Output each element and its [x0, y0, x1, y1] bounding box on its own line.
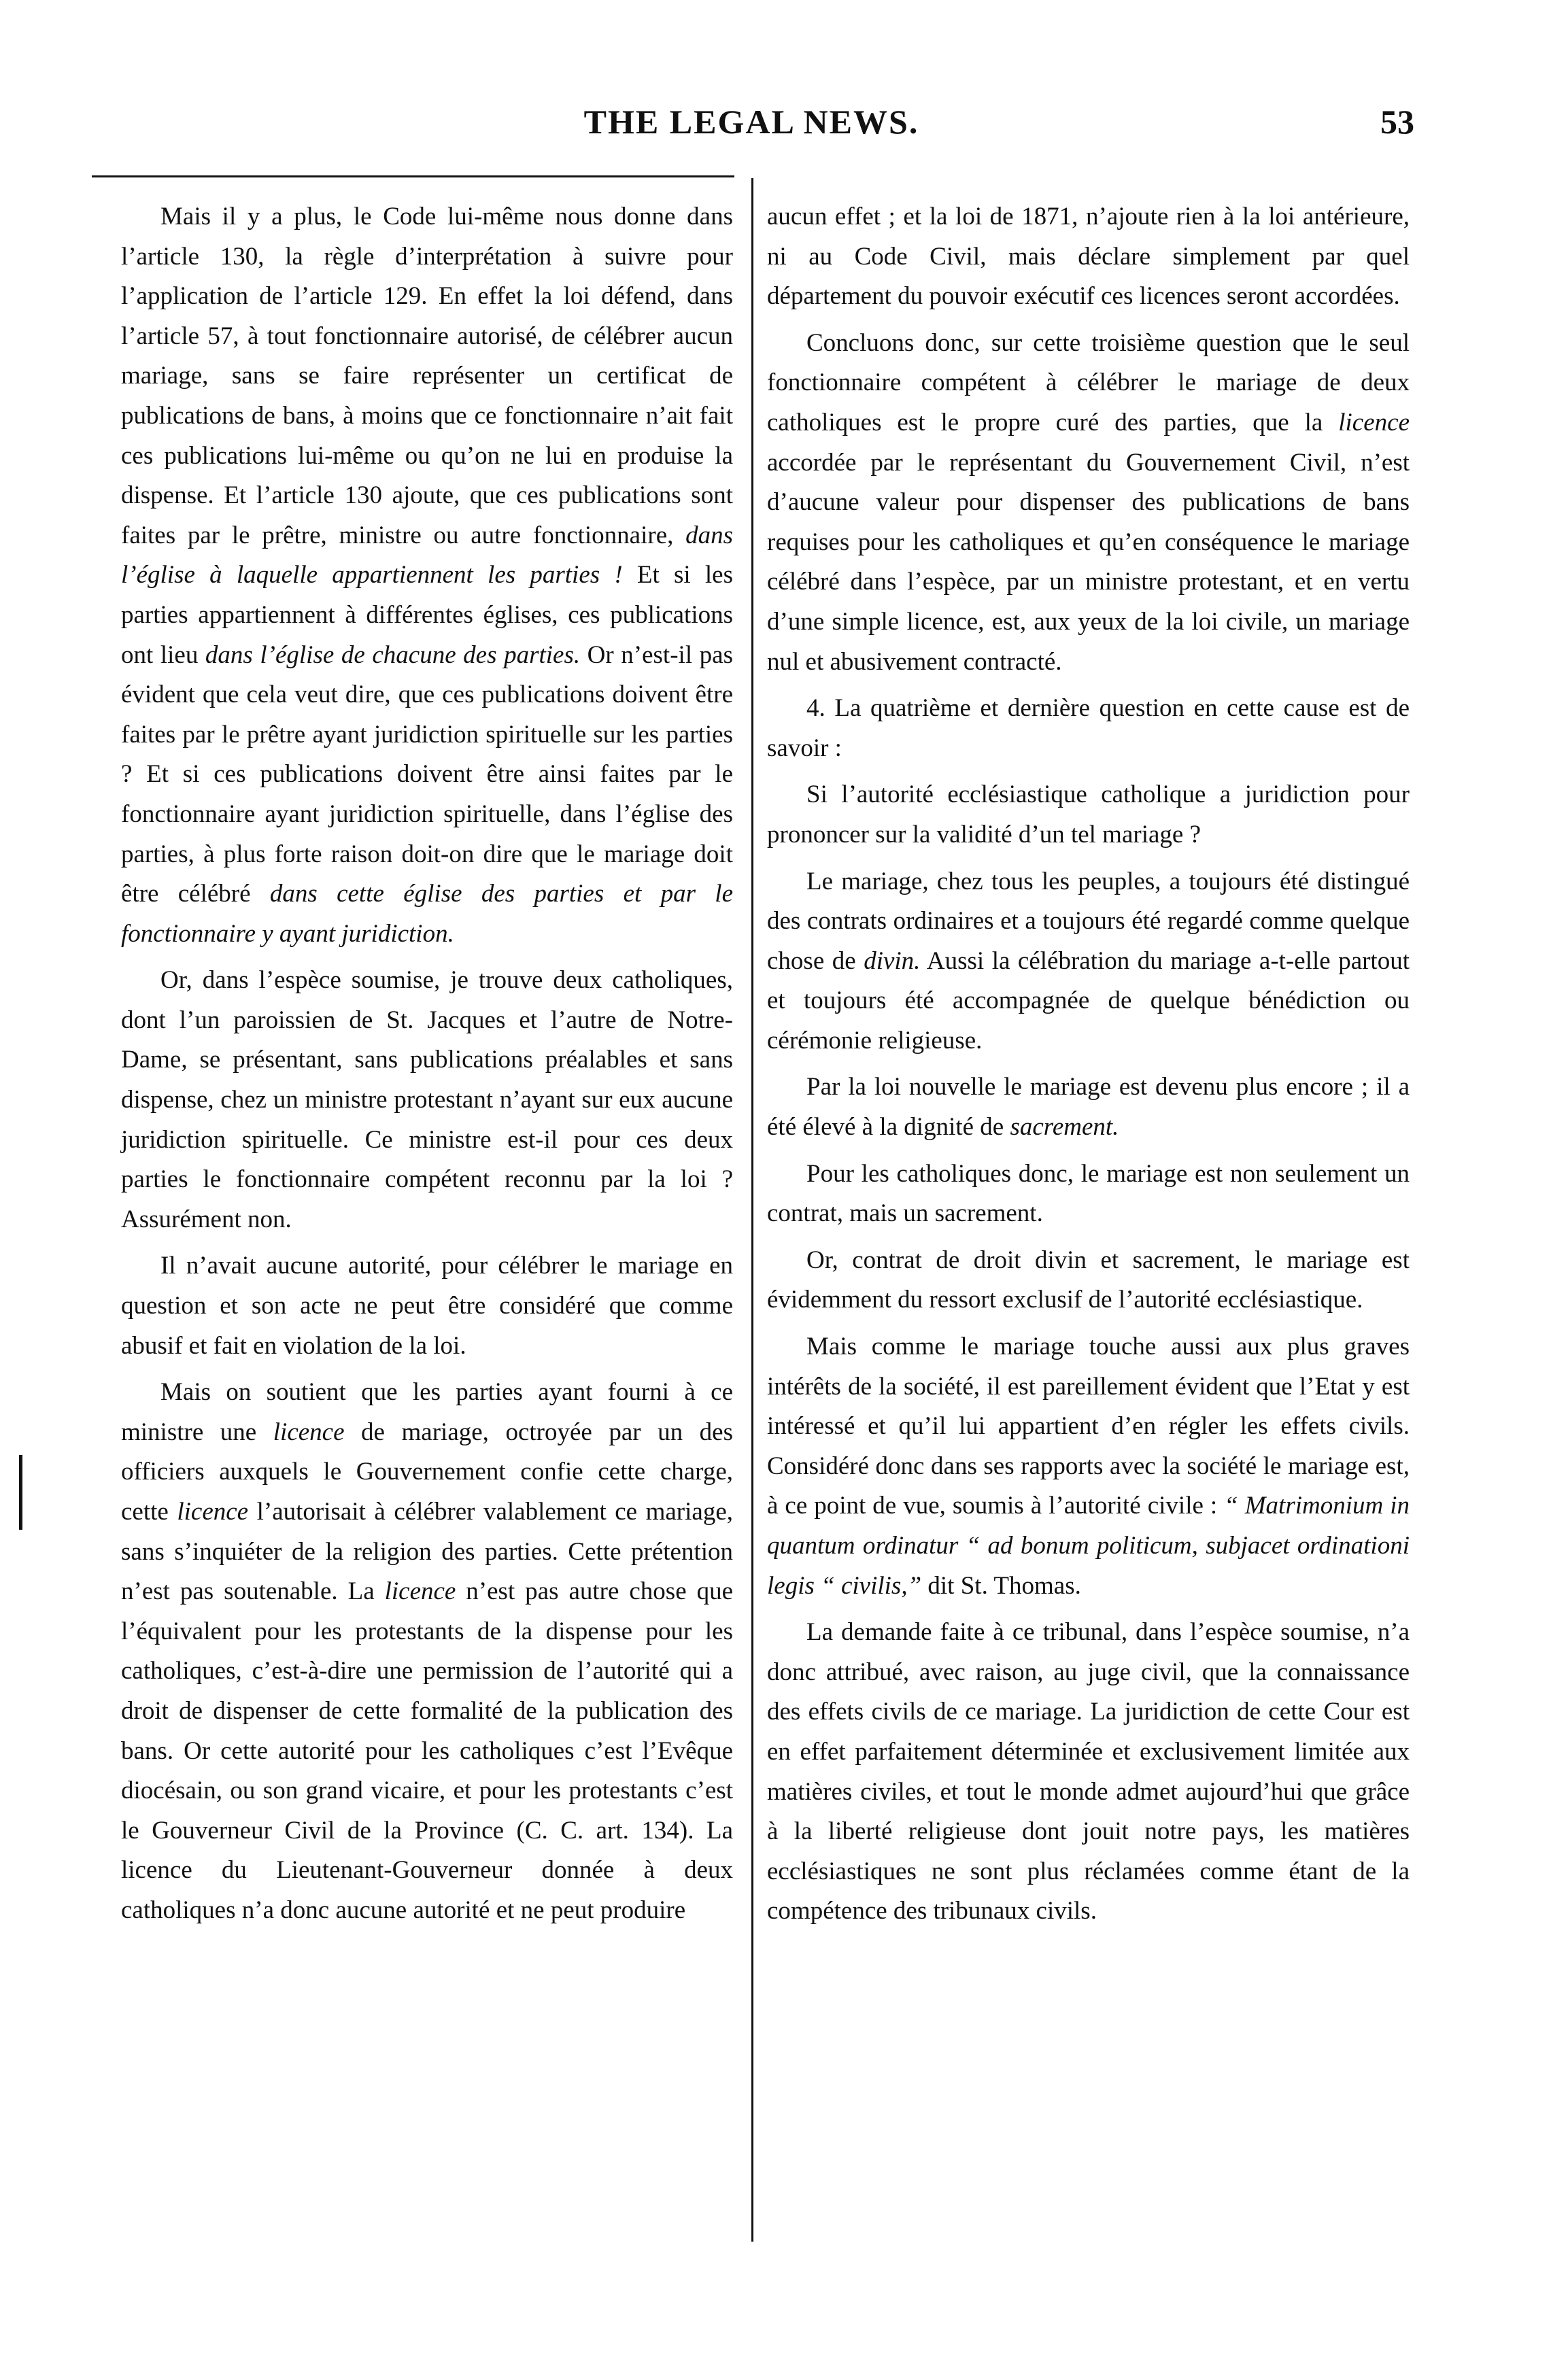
left-column-paragraph [121, 1373, 733, 1930]
right-column-paragraph [767, 1613, 1410, 1932]
text-run: de mariage, octroyée par un des officiers auxquels le Gouvernement confie cette charge, cette [121, 1418, 733, 1526]
text-run: Or n’est-il pas évident que cela veut dire, que ces publications doivent être faites par le prêtre ayant juridiction spirituelle sur les parties ? Et si ces publications doivent être ainsi faites par le fonctionnaire ayant juridiction spirituelle, dans l’église des parties, à plus forte raison doit-on dire que le mariage doit être célébré [121, 640, 733, 908]
text-run: Concluons donc, sur cette troisième question que le seul fonctionnaire compétent à célébrer le mariage de deux catholiques est le propre curé des parties, que la [767, 328, 1410, 436]
text-run: Si l’autorité ecclésiastique catholique a juridiction pour prononcer sur la validité d’un tel mariage ? [767, 781, 1410, 849]
running-title: THE LEGAL NEWS. [583, 103, 919, 141]
text-run: Aussi la célébration du mariage a-t-elle partout et toujours été accompagnée de quelque bénédiction ou cérémonie religieuse. [767, 946, 1410, 1055]
right-column-paragraph [767, 862, 1410, 1061]
italic-text: licence [384, 1577, 456, 1606]
italic-text: dans l’église de chacune des parties. [205, 640, 581, 669]
text-run: Il n’avait aucune autorité, pour célébrer le mariage en question et son acte ne peut être considéré que comme abusif et fait en violation de la loi. [121, 1252, 733, 1360]
text-run: Or, dans l’espèce soumise, je trouve deux catholiques, dont l’un paroissien de St. Jacques et l’autre de Notre-Dame, se présentant, sans publications préalables et sans dispense, chez un ministre protestant n’ayant sur eux aucune juridiction spirituelle. Ce ministre est-il pour ces deux parties le fonctionnaire compétent reconnu par la loi ? Assurément non. [121, 966, 733, 1233]
text-run: La demande faite à ce tribunal, dans l’espèce soumise, n’a donc attribué, avec raison, au juge civil, que la connaissance des effets civils de ce mariage. La juridiction de cette Cour est en effet parfaitement déterminée et exclusivement limitée aux matières civiles, et tout le monde admet aujourd’hui que grâce à la liberté religieuse dont jouit notre pays, les matières ecclésiastiques ne sont plus réclamées comme étant de la compétence des tribunaux civils. [767, 1618, 1410, 1925]
italic-text: divin. [864, 946, 921, 975]
text-run: Pour les catholiques donc, le mariage est non seulement un contrat, mais un sacrement. [767, 1159, 1410, 1228]
text-run: Mais il y a plus, le Code lui-même nous donne dans l’article 130, la règle d’interprétation à suivre pour l’application de l’article 129. En effet la loi défend, dans l’article 57, à tout fonctionnaire autorisé, de célébrer aucun mariage, sans se faire représenter un certificat de publications de bans, à moins que ce fonctionnaire n’ait fait ces publications lui-même ou qu’on ne lui en produise la dispense. Et l’article 130 ajoute, que ces publications sont faites par le prêtre, ministre ou autre fonctionnaire, [121, 203, 733, 549]
right-column [767, 197, 1410, 1938]
text-run: l’autorisait à célébrer valablement ce mariage, sans s’inquiéter de la religion des parties. Cette prétention n’est pas soutenable. La [121, 1498, 734, 1606]
right-column-paragraph [767, 689, 1410, 768]
right-column-paragraph [767, 775, 1410, 855]
text-run: accordée par le représentant du Gouvernement Civil, n’est d’aucune valeur pour dispenser des publications de bans requises pour les catholiques et qu’en conséquence le mariage célébré dans l’espèce, par un ministre protestant, et en vertu d’une simple licence, est, aux yeux de la loi civile, un mariage nul et abusivement contracté. [767, 448, 1410, 676]
right-column-paragraph [767, 1154, 1410, 1234]
text-run: Et si les parties appartiennent à différentes églises, ces publications ont lieu [121, 561, 733, 669]
text-run: Par la loi nouvelle le mariage est devenu plus encore ; il a été élevé à la dignité de [767, 1073, 1410, 1142]
left-column-paragraph [121, 197, 733, 954]
header-rule [92, 175, 734, 177]
italic-text: dans cette église des parties et par le fonctionnaire y ayant juridiction. [121, 880, 733, 948]
italic-text: “ Matrimonium in quantum ordinatur “ ad bonum politicum, subjacet ordinationi legis “ civilis,” [767, 1492, 1410, 1600]
text-run: Mais comme le mariage touche aussi aux plus graves intérêts de la société, il est pareillement évident que l’Etat y est intéressé et qu’il lui appartient d’en régler les effets civils. Considéré donc dans ses rapports avec la société le mariage est, à ce point de vue, soumis à l’autorité civile : [767, 1333, 1410, 1520]
text-run: 4. La quatrième et dernière question en cette cause est de savoir : [767, 694, 1410, 762]
text-run: Le mariage, chez tous les peuples, a toujours été distingué des contrats ordinaires et a toujours été regardé comme quelque chose de [767, 867, 1410, 975]
text-run: Or, contrat de droit divin et sacrement, le mariage est évidemment du ressort exclusif de l’autorité ecclésiastique. [767, 1246, 1410, 1314]
text-run: dit St. Thomas. [921, 1571, 1081, 1600]
right-column-paragraph [767, 1067, 1410, 1147]
italic-text: licence [273, 1418, 345, 1446]
italic-text: licence [177, 1498, 249, 1526]
page-header [88, 102, 1414, 156]
italic-text: dans l’église à laquelle appartiennent les parties ! [121, 521, 733, 589]
text-run: aucun effet ; et la loi de 1871, n’ajoute rien à la loi antérieure, ni au Code Civil, mais déclare simplement par quel département du pouvoir exécutif ces licences seront accordées. [767, 203, 1410, 311]
left-column-paragraph [121, 1246, 733, 1366]
margin-mark [19, 1455, 22, 1530]
left-column [121, 197, 733, 1938]
right-column-paragraph [767, 324, 1410, 682]
right-column-paragraph [767, 197, 1410, 317]
italic-text: sacrement. [1010, 1113, 1119, 1142]
page-number: 53 [1380, 103, 1414, 141]
column-divider [751, 178, 753, 2242]
text-run: Mais on soutient que les parties ayant fourni à ce ministre une [121, 1378, 733, 1446]
right-column-paragraph [767, 1327, 1410, 1606]
italic-text: licence [1338, 408, 1410, 436]
right-column-paragraph [767, 1241, 1410, 1320]
text-run: n’est pas autre chose que l’équivalent pour les protestants de la dispense pour les catholiques, c’est-à-dire une permission de l’autorité qui a droit de dispenser de cette formalité de la publication des bans. Or cette autorité pour les catholiques c’est l’Evêque diocésain, ou son grand vicaire, et pour les protestants c’est le Gouverneur Civil de la Province (C. C. art. 134). La licence du Lieutenant-Gouverneur donnée à deux catholiques n’a donc aucune autorité et ne peut produire [121, 1577, 733, 1924]
left-column-paragraph [121, 961, 733, 1239]
